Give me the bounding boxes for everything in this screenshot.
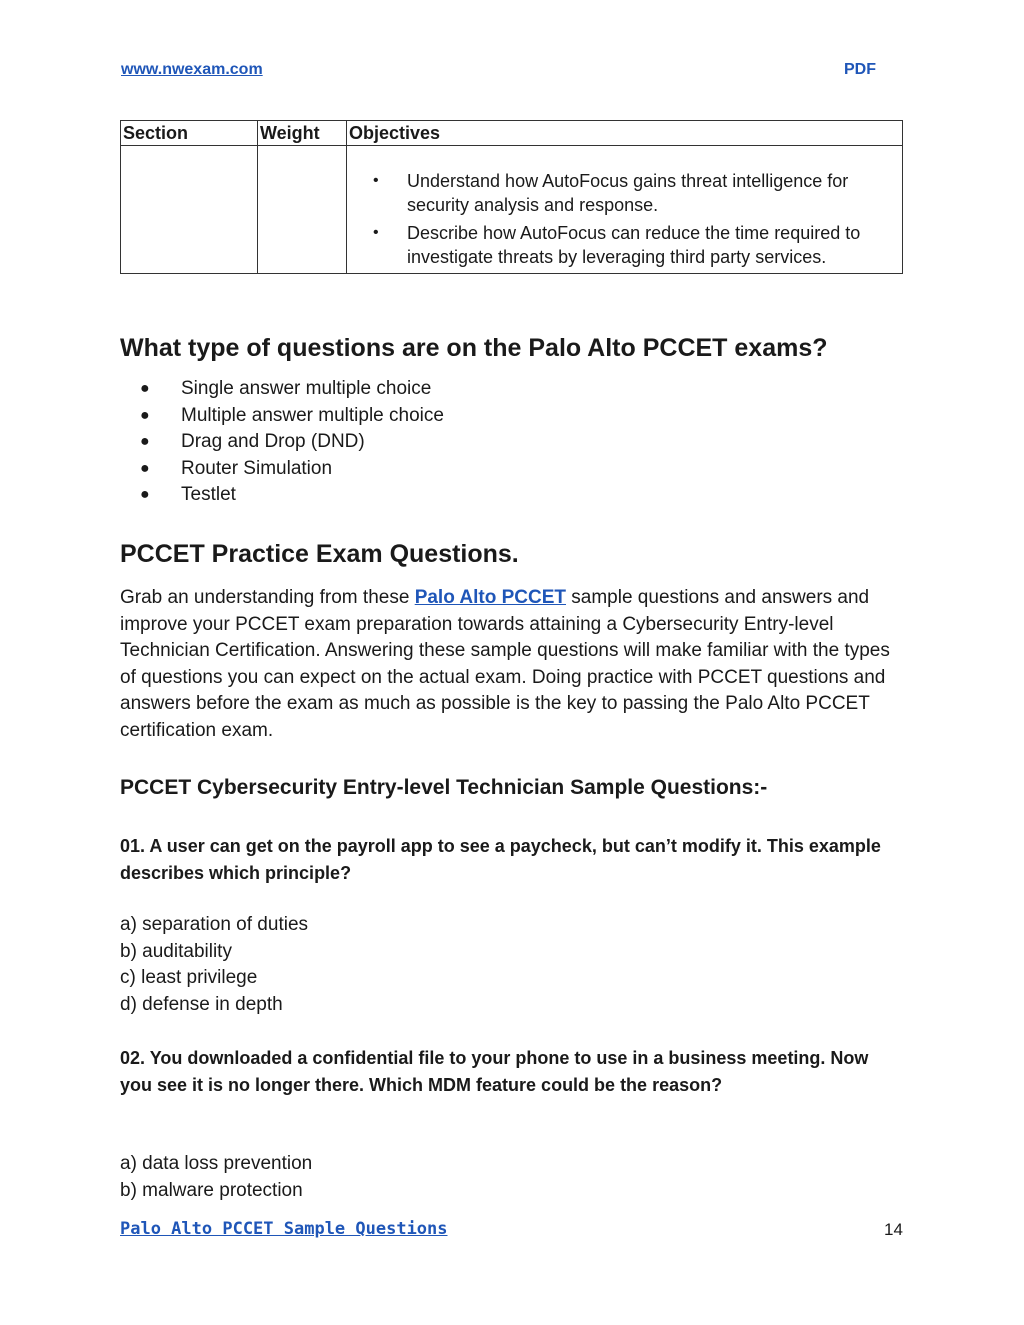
column-header-objectives: Objectives: [347, 121, 903, 146]
question-2-options: [120, 1151, 312, 1204]
list-item: [140, 482, 444, 509]
question-1: 01. A user can get on the payroll app to see a paycheck, but can’t modify it. This example describes which principle?: [120, 836, 881, 883]
list-item-text: Multiple answer multiple choice: [181, 404, 444, 426]
page-number: 14: [884, 1220, 903, 1239]
objective-text: Understand how AutoFocus gains threat intelligence for security analysis and response.: [407, 171, 849, 215]
question-1-options: [120, 912, 308, 1018]
site-link[interactable]: www.nwexam.com: [121, 61, 263, 78]
column-header-weight: Weight: [258, 121, 347, 146]
list-item: [140, 429, 444, 456]
list-item-text: Single answer multiple choice: [181, 378, 432, 399]
bullet-icon: •: [373, 224, 379, 241]
table-header-row: [121, 121, 903, 146]
objective-item: [347, 221, 902, 269]
objectives-cell: [347, 146, 903, 274]
question-types-heading: What type of questions are on the Palo Alto PCCET exams?: [120, 334, 828, 362]
footer-link[interactable]: Palo Alto PCCET Sample Questions: [120, 1219, 448, 1239]
bullet-icon: ●: [140, 459, 150, 477]
question-types-list: [140, 376, 444, 509]
practice-paragraph: [120, 585, 910, 744]
table-row: [121, 146, 903, 274]
bullet-icon: ●: [140, 433, 150, 450]
list-item: [140, 403, 444, 430]
option-item: a) separation of duties: [120, 914, 309, 935]
list-item: [140, 376, 444, 403]
list-item-text: Testlet: [181, 484, 236, 505]
bullet-icon: ●: [140, 486, 150, 503]
option-item: c) least privilege: [120, 967, 258, 988]
list-item: [140, 456, 444, 483]
bullet-icon: ●: [140, 380, 150, 397]
paragraph-text: sample questions and answers and improve your PCCET exam preparation towards attaining a Cybersecurity Entry-level Technician Certification. Answering these sample questions will make familiar with the types of questions you can expect on the actual exam. Doing practice with PCCET questions and answers before the exam as much as possible is the key to passing the Palo Alto PCCET certification exam.: [120, 587, 890, 741]
objective-text: Describe how AutoFocus can reduce the time required to investigate threats by leveraging third party services.: [407, 223, 861, 267]
paragraph-text: Grab an understanding from these: [120, 587, 415, 608]
sample-questions-heading: PCCET Cybersecurity Entry-level Technician Sample Questions:-: [120, 776, 768, 799]
pdf-label[interactable]: PDF: [844, 61, 876, 78]
objective-item: [347, 169, 902, 217]
option-item: b) auditability: [120, 940, 232, 962]
bullet-icon: ●: [140, 406, 150, 424]
option-item: d) defense in depth: [120, 993, 283, 1015]
list-item-text: Router Simulation: [181, 457, 333, 479]
bullet-icon: •: [373, 172, 379, 189]
practice-heading: PCCET Practice Exam Questions.: [120, 540, 519, 568]
option-item: b) malware protection: [120, 1179, 303, 1201]
objectives-table: [120, 120, 903, 274]
list-item-text: Drag and Drop (DND): [181, 431, 365, 452]
option-item: a) data loss prevention: [120, 1153, 313, 1174]
objectives-list: [347, 146, 902, 269]
pccet-link[interactable]: Palo Alto PCCET: [414, 587, 566, 608]
section-cell: [121, 146, 258, 274]
question-2: 02. You downloaded a confidential file to your phone to use in a business meeting. Now you see it is no longer there. Which MDM feature could be the reason?: [120, 1048, 869, 1095]
weight-cell: [258, 146, 347, 274]
column-header-section: Section: [121, 121, 258, 146]
